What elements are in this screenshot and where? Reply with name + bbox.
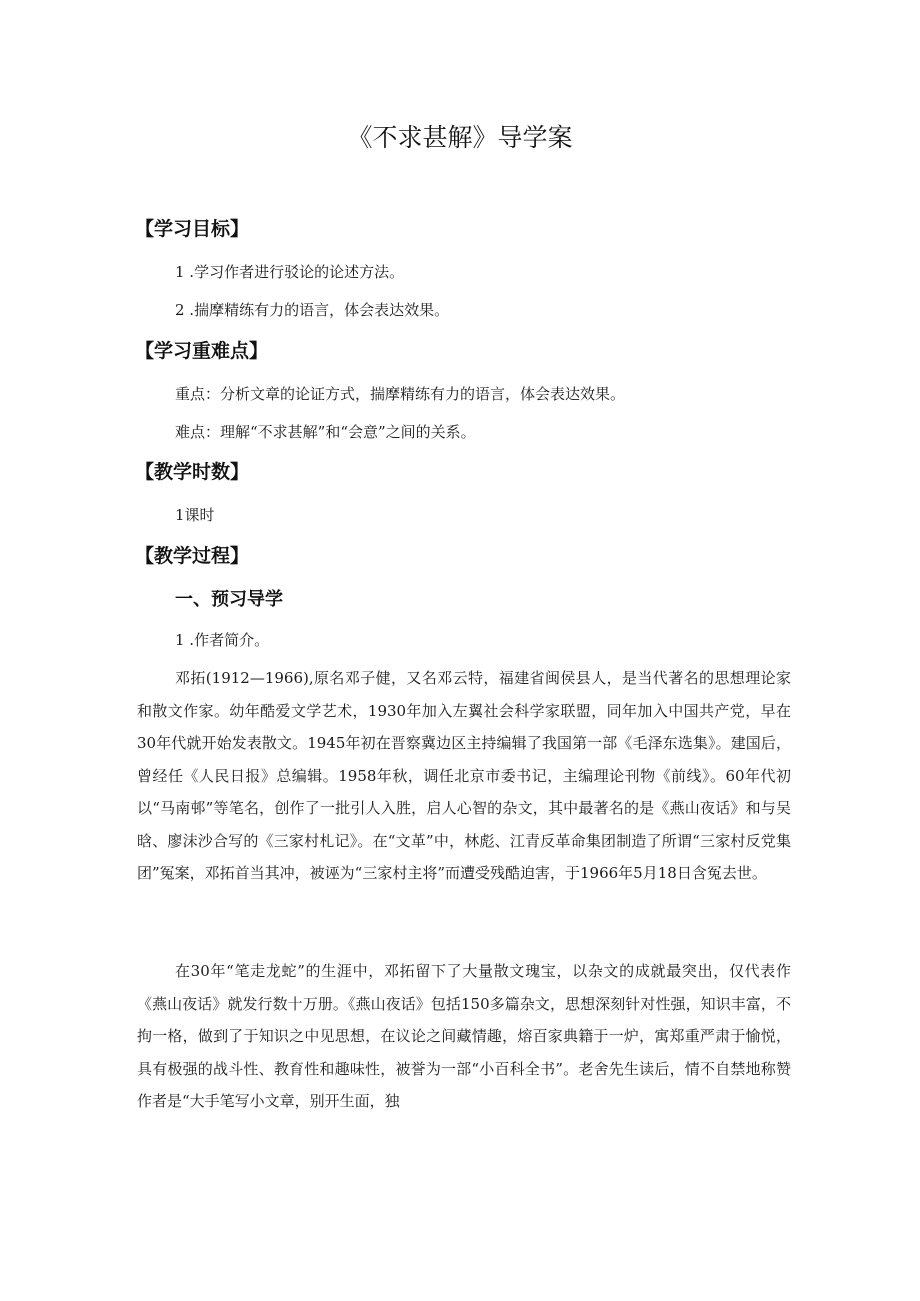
author-bio-paragraph: 邓拓(1912—1966),原名邓子健，又名邓云特，福建省闽侯县人，是当代著名的思想理论家和散文作家。幼年酷爱文学艺术，1930年加入左翼社会科学家联盟，同年加入中国共产党，早在30年代就开始发表散文。1945年初在晋察冀边区主持编辑了我国第一部《毛泽东选集》。建国后，曾经任《人民日报》总编辑。1958年秋，调任北京市委书记，主编理论刊物《前线》。60年代初以“马南邨”等笔名，创作了一批引人入胜，启人心智的杂文，其中最著名的是《燕山夜话》和与吴晗、廖沫沙合写的《三家村札记》。在“文革”中，林彪、江青反革命集团制造了所谓“三家村反党集团”冤案，邓拓首当其冲，被诬为“三家村主将”而遭受残酷迫害，于1966年5月18日含冤去世。 — [137, 669, 791, 882]
author-intro-item: 1 .作者简介。 — [175, 631, 270, 649]
works-paragraph: 在30年“笔走龙蛇”的生涯中，邓拓留下了大量散文瑰宝，以杂文的成就最突出，仅代表作《燕山夜话》就发行数十万册。《燕山夜话》包括150多篇杂文，思想深刻针对性强，知识丰富，不拘一格，做到了于知识之中见思想，在议论之间藏情趣，熔百家典籍于一炉，寓郑重严肃于愉悦，具有极强的战斗性、教育性和趣味性，被誉为一部“小百科全书”。老舍先生读后，情不自禁地称赞作者是“大手笔写小文章，别开生面，独 — [137, 962, 791, 1110]
document-title: 《不求甚解》导学案 — [347, 123, 573, 152]
key-point-item: 重点：分析文章的论证方式，揣摩精练有力的语言，体会表达效果。 — [175, 385, 626, 403]
objective-item-1: 1 .学习作者进行驳论的论述方法。 — [175, 263, 405, 281]
hours-heading: 【教学时数】 — [135, 461, 250, 483]
difficult-point-item: 难点：理解“不求甚解”和“会意”之间的关系。 — [175, 423, 476, 441]
objective-item-2: 2 .揣摩精练有力的语言，体会表达效果。 — [175, 301, 450, 319]
preview-subheading: 一、预习导学 — [175, 589, 283, 610]
hours-value: 1课时 — [175, 506, 215, 524]
objectives-heading: 【学习目标】 — [135, 218, 250, 240]
key-points-heading: 【学习重难点】 — [135, 340, 269, 362]
process-heading: 【教学过程】 — [135, 545, 250, 567]
